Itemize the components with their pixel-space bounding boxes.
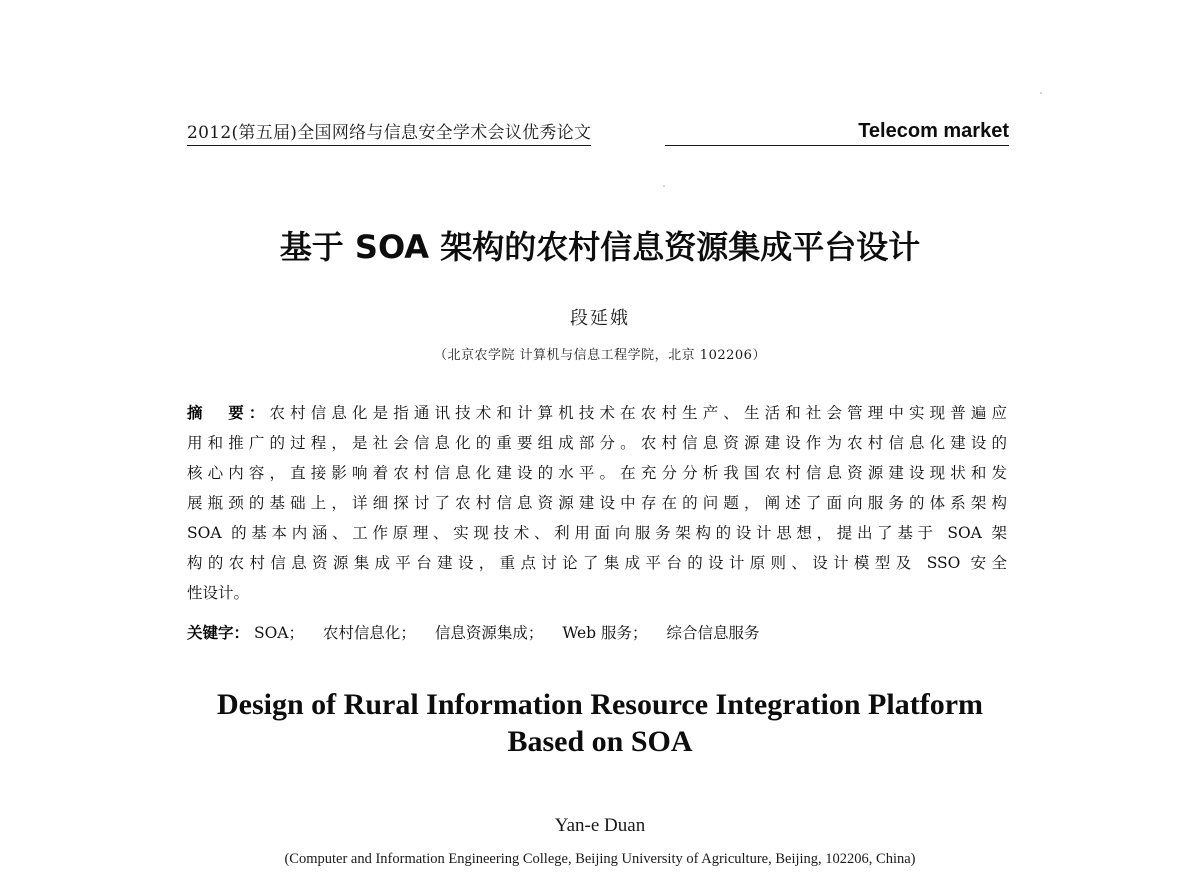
- abstract-label: 摘 要：: [187, 404, 270, 422]
- keyword: Web 服务；: [562, 624, 648, 642]
- english-author: Yan-e Duan: [554, 815, 646, 836]
- abstract-line: 构的农村信息资源集成平台建设，重点讨论了集成平台的设计原则、设计模型及 SSO 安全: [187, 554, 1007, 572]
- keyword: 信息资源集成；: [434, 624, 544, 642]
- chinese-author: 段延娥: [570, 308, 630, 329]
- keyword: 农村信息化；: [322, 624, 416, 642]
- abstract-line: 展瓶颈的基础上，详细探讨了农村信息资源建设中存在的问题，阐述了面向服务的体系架构: [187, 494, 1007, 512]
- abstract-line: 用和推广的过程，是社会信息化的重要组成部分。农村信息资源建设作为农村信息化建设的: [187, 434, 1007, 452]
- scan-speck: [663, 185, 665, 187]
- keyword: SOA；: [253, 624, 304, 642]
- scan-speck: [1040, 92, 1042, 94]
- english-title-line: Design of Rural Information Resource Integration Platform: [216, 688, 983, 721]
- chinese-title: 基于 SOA 架构的农村信息资源集成平台设计: [279, 228, 921, 266]
- keyword: 综合信息服务: [666, 624, 760, 642]
- abstract-text: 农村信息化是指通讯技术和计算机技术在农村生产、生活和社会管理中实现普遍应: [269, 404, 1007, 422]
- abstract-line: 核心内容，直接影响着农村信息化建设的水平。在充分分析我国农村信息资源建设现状和发: [187, 464, 1007, 482]
- journal-name: Telecom market: [858, 120, 1009, 142]
- header-rule: [665, 145, 1009, 146]
- abstract-line: 性设计。: [187, 584, 250, 602]
- keywords-label: 关键字：: [187, 624, 250, 642]
- english-title-line: Based on SOA: [507, 725, 693, 758]
- conference-name: 2012(第五届)全国网络与信息安全学术会议优秀论文: [187, 118, 591, 146]
- english-title: [0, 686, 1200, 760]
- chinese-abstract: [187, 398, 1007, 608]
- chinese-keywords: [187, 618, 1007, 648]
- abstract-line: [187, 398, 1007, 428]
- chinese-affiliation: （北京农学院 计算机与信息工程学院，北京 102206）: [434, 348, 766, 363]
- english-affiliation: (Computer and Information Engineering College, Beijing University of Agriculture, Beijing, 102206, China): [284, 851, 916, 867]
- abstract-line: SOA 的基本内涵、工作原理、实现技术、利用面向服务架构的设计思想，提出了基于 SOA 架: [187, 524, 1007, 542]
- running-header: [187, 118, 1009, 148]
